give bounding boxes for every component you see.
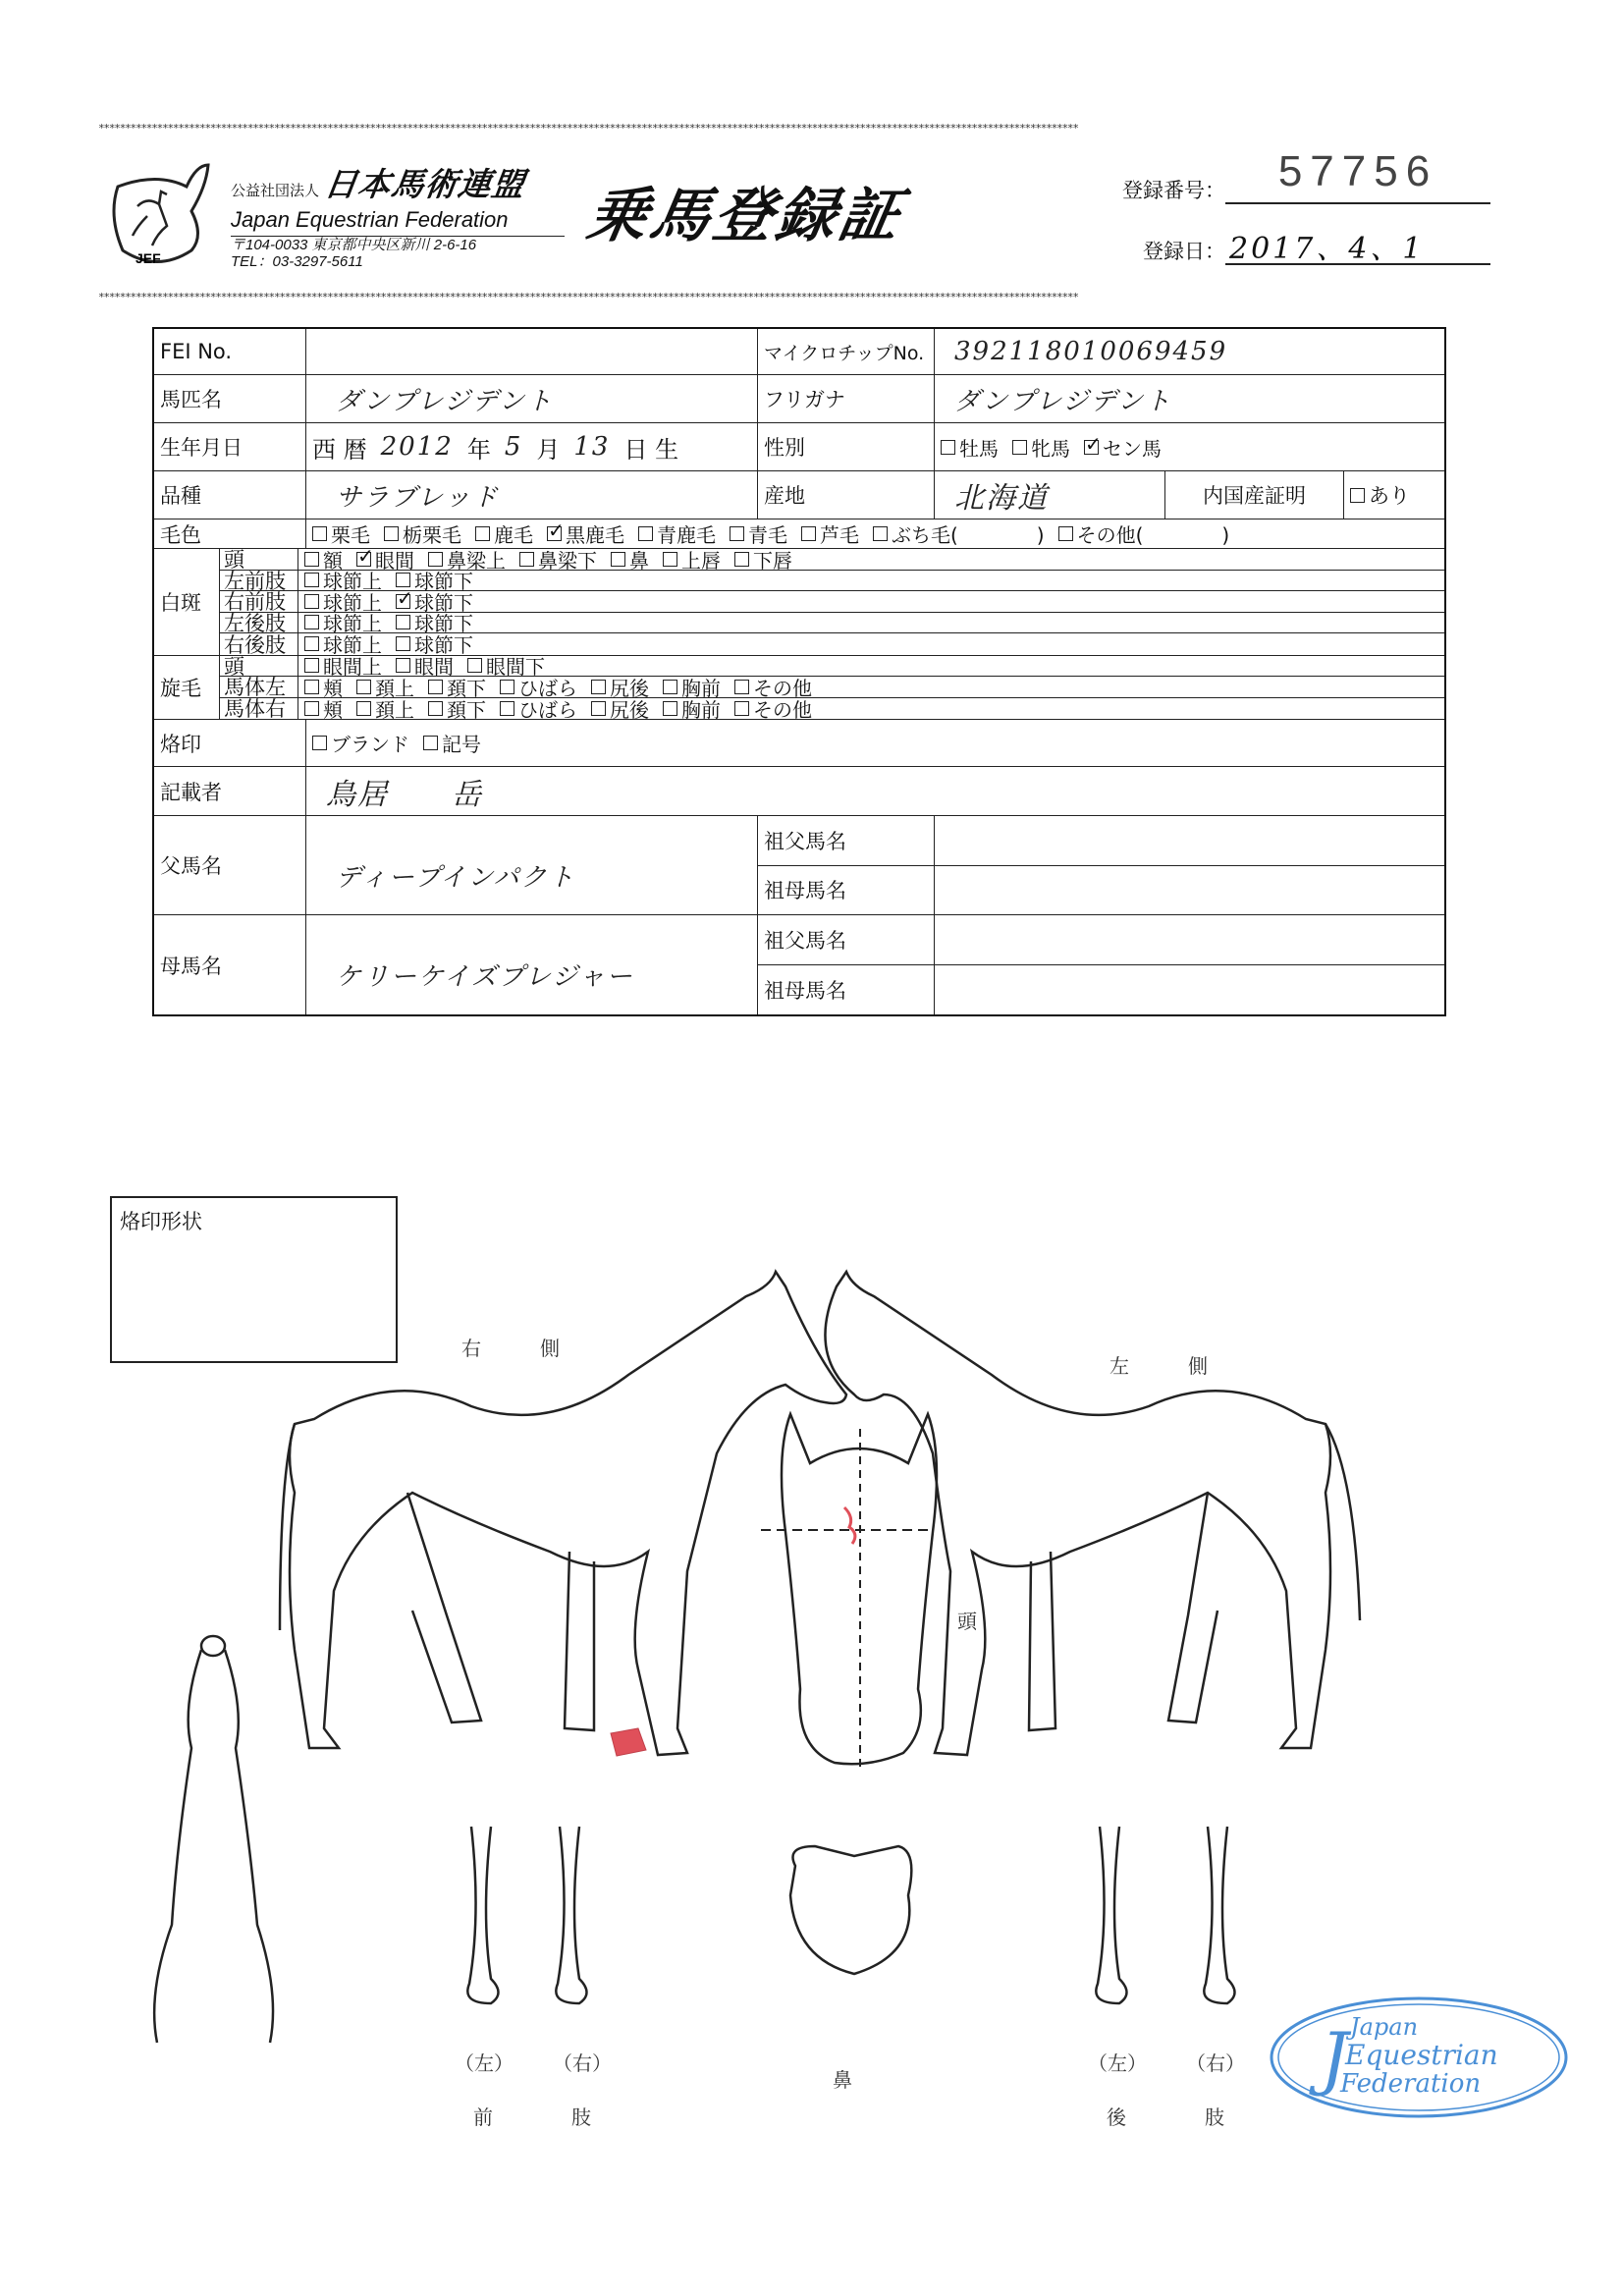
hindleg-caption-1: 後 (1107, 2105, 1126, 2129)
option-label: その他 (753, 676, 812, 700)
option-label: その他( ) (1076, 523, 1230, 547)
option-label: 眼間 (414, 655, 454, 680)
checkbox-icon (591, 701, 606, 716)
option-label: 鼻梁下 (538, 548, 597, 573)
foreleg-caption-2: 肢 (571, 2105, 591, 2129)
origin-label: 産地 (758, 471, 935, 519)
option-1[interactable] (423, 729, 481, 757)
hindlegs-icon (1096, 1827, 1234, 2003)
option-label: ひばら (518, 697, 577, 722)
sire-grandsire-label: 祖父馬名 (758, 816, 935, 865)
whorls-rows (220, 656, 1444, 720)
option-label: 胸前 (681, 697, 721, 722)
birth-year: 2012 (380, 432, 454, 462)
org-tel: TEL：03-3297-5611 (231, 253, 363, 270)
breed-label: 品種 (154, 471, 306, 519)
dam-grandsire-label: 祖父馬名 (758, 915, 935, 964)
option-label: 鹿毛 (494, 523, 533, 547)
option-label: 頚下 (447, 697, 486, 722)
checkbox-icon (396, 658, 410, 673)
option-label: 上唇 (681, 548, 721, 573)
organization-block (231, 159, 565, 270)
checkbox-icon (428, 701, 443, 716)
option-label: 眼間 (375, 548, 414, 573)
checkbox-icon (356, 701, 371, 716)
checkbox-icon (611, 552, 625, 567)
option-8[interactable] (1058, 519, 1230, 548)
logo-text: JEF (135, 250, 161, 266)
option-4[interactable] (611, 545, 649, 574)
option-label: 栃栗毛 (403, 523, 461, 547)
option-0[interactable] (304, 694, 343, 723)
markings-label: 白斑 (154, 549, 220, 655)
checked-checkbox-icon (547, 526, 562, 541)
horse-name-value[interactable]: ダンプレジデント (306, 375, 758, 422)
hindleg-caption-2: 肢 (1205, 2105, 1224, 2129)
checkbox-icon (1012, 440, 1027, 455)
option-label: 鼻 (629, 548, 649, 573)
foreleg-right-label: （右） (553, 2051, 612, 2075)
hindleg-left-label: （左） (1088, 2051, 1147, 2075)
org-name: 日本馬術連盟 (321, 165, 528, 203)
option-label: 額 (323, 548, 343, 573)
checkbox-icon (304, 701, 319, 716)
left-side-label: 左 側 (1109, 1354, 1208, 1378)
option-label: 青毛 (748, 523, 787, 547)
birth-era: 西 暦 (312, 435, 367, 464)
head-front-icon (761, 1414, 937, 1768)
option-label: セン馬 (1103, 436, 1162, 461)
foreleg-left-label: （左） (455, 2051, 514, 2075)
sire-grandsire-value[interactable] (935, 816, 1444, 865)
checkbox-icon (304, 615, 319, 629)
option-6[interactable] (734, 545, 792, 574)
domestic-cert-label: 内国産証明 (1165, 471, 1344, 519)
registration-date-label: 登録日： (1143, 240, 1225, 263)
org-name-en: Japan Equestrian Federation (231, 207, 565, 237)
birth-month: 5 (504, 432, 523, 462)
checkbox-icon (475, 526, 490, 541)
svg-text:Federation: Federation (1340, 2069, 1482, 2099)
brand-options (306, 720, 1444, 766)
part-label: 右後肢 (220, 633, 298, 655)
sire-granddam-label: 祖母馬名 (758, 866, 935, 915)
sire-label: 父馬名 (154, 816, 306, 914)
option-label: 球節下 (414, 570, 473, 594)
option-2[interactable] (1084, 433, 1162, 462)
checkbox-icon (500, 701, 514, 716)
checkbox-icon (423, 736, 438, 750)
part-label: 馬体右 (220, 698, 298, 720)
birth-year-unit: 年 (466, 435, 491, 464)
part-options (298, 698, 1444, 720)
part-label: 左前肢 (220, 571, 298, 591)
option-label: その他 (753, 697, 812, 722)
document-title: 乗馬登録証 (581, 182, 909, 250)
checkbox-icon (304, 573, 319, 587)
registration-number-label: 登録番号： (1122, 179, 1225, 202)
checkbox-icon (663, 680, 677, 694)
checkbox-icon (734, 701, 749, 716)
fei-no-value[interactable] (306, 329, 758, 374)
checkbox-icon (356, 680, 371, 694)
checkbox-icon (396, 615, 410, 629)
part-label: 頭 (220, 656, 298, 677)
left-side-horse-icon (825, 1272, 1360, 1755)
option-label: 芦毛 (820, 523, 859, 547)
breed-value[interactable]: サラブレッド (306, 471, 758, 519)
registration-form (152, 327, 1446, 1016)
foreleg-caption-1: 前 (473, 2105, 493, 2129)
recorder-value[interactable]: 鳥居 岳 (326, 777, 483, 812)
brand-shape-box[interactable] (110, 1196, 398, 1363)
forelegs-icon (467, 1827, 586, 2003)
whorls-label: 旋毛 (154, 656, 220, 720)
option-0[interactable] (312, 729, 409, 757)
option-label: 球節下 (414, 633, 473, 658)
divider-bottom: **************************************************************************************************************************************************************************************** (98, 291, 1078, 303)
registration-date-row (1108, 224, 1490, 265)
checkbox-icon (304, 552, 319, 567)
option-3[interactable] (500, 694, 577, 723)
option-label: 記号 (442, 733, 481, 756)
option-label: 青鹿毛 (657, 523, 716, 547)
option-label: 牡馬 (959, 436, 999, 461)
nose-icon (790, 1846, 911, 1974)
option-7[interactable] (873, 519, 1045, 548)
group-row (220, 698, 1444, 720)
recorder-label: 記載者 (154, 767, 306, 815)
option-label: ブランド (331, 733, 409, 756)
checkbox-icon (396, 636, 410, 651)
nose-label: 鼻 (833, 2068, 852, 2092)
checkbox-icon (312, 526, 327, 541)
furigana-label: フリガナ (758, 375, 935, 422)
part-label: 右前肢 (220, 591, 298, 612)
domestic-cert-option: あり (1369, 484, 1410, 508)
option-6[interactable] (734, 694, 812, 723)
dam-grandsire-value[interactable] (935, 915, 1444, 964)
svg-text:J: J (1321, 2018, 1349, 2099)
option-label: 牝馬 (1031, 436, 1070, 461)
checked-checkbox-icon (1084, 440, 1099, 455)
option-label: ぶち毛( ) (892, 523, 1045, 547)
option-label: 眼間上 (323, 655, 382, 680)
dam-granddam-value[interactable] (935, 965, 1444, 1014)
checkbox-icon (663, 552, 677, 567)
checkbox-icon (304, 636, 319, 651)
option-label: 頚上 (375, 676, 414, 700)
microchip-value[interactable]: 392118010069459 (954, 337, 1228, 366)
jef-logo-icon (98, 157, 216, 275)
hindleg-right-label: （右） (1186, 2051, 1245, 2075)
fei-no-label: FEI No. (154, 329, 306, 374)
option-5[interactable] (663, 545, 721, 574)
checkbox-icon (384, 526, 399, 541)
checkbox-icon (1058, 526, 1073, 541)
checkbox-icon (638, 526, 653, 541)
dam-value[interactable]: ケリーケイズプレジャー (306, 915, 758, 1014)
option-3[interactable] (547, 519, 624, 548)
option-6[interactable] (801, 519, 859, 548)
option-2[interactable] (475, 519, 533, 548)
option-1[interactable] (384, 519, 461, 548)
sex-label: 性別 (758, 423, 935, 470)
sire-granddam-value[interactable] (935, 866, 1444, 915)
dam-label: 母馬名 (154, 915, 306, 1014)
brand-shape-label: 烙印形状 (120, 1210, 202, 1233)
option-4[interactable] (591, 694, 649, 723)
option-label: 尻後 (610, 676, 649, 700)
option-label: 鼻梁上 (447, 548, 506, 573)
option-label: 胸前 (681, 676, 721, 700)
birthdate-field[interactable] (306, 423, 758, 470)
checkbox-icon (304, 594, 319, 609)
checked-checkbox-icon (396, 594, 410, 609)
option-label: 球節上 (323, 612, 382, 636)
dam-granddam-label: 祖母馬名 (758, 965, 935, 1014)
origin-value[interactable]: 北海道 (935, 471, 1165, 519)
checkbox-icon (663, 701, 677, 716)
option-label: 球節下 (414, 612, 473, 636)
checkbox-icon (428, 680, 443, 694)
option-5[interactable] (663, 694, 721, 723)
option-1[interactable] (356, 694, 414, 723)
checkbox-icon (941, 440, 955, 455)
checkbox-icon (591, 680, 606, 694)
head-label: 頭 (957, 1610, 977, 1633)
org-prefix: 公益社団法人 (231, 182, 320, 199)
checkbox-icon (801, 526, 816, 541)
group-row (220, 591, 1444, 613)
sex-options (935, 423, 1444, 470)
birth-day: 13 (573, 432, 611, 462)
part-label: 左後肢 (220, 613, 298, 633)
jef-stamp-icon (1267, 1994, 1571, 2121)
red-marking-hoof-icon (611, 1728, 646, 1756)
checkbox-icon (873, 526, 888, 541)
registration-number-value: 57756 (1225, 147, 1490, 204)
checkbox-icon (500, 680, 514, 694)
microchip-label: マイクロチップNo. (758, 329, 935, 374)
checkbox-icon (428, 552, 443, 567)
top-view-horse-icon (154, 1636, 273, 2043)
sire-value[interactable]: ディープインパクト (306, 816, 758, 914)
registration-number-row (1108, 147, 1490, 204)
checkbox-icon (467, 658, 482, 673)
option-label: 頬 (323, 676, 343, 700)
checkbox-icon (734, 552, 749, 567)
option-label: 頚上 (375, 697, 414, 722)
option-label: 頚下 (447, 676, 486, 700)
checkbox-icon (730, 526, 744, 541)
part-label: 馬体左 (220, 677, 298, 697)
birthdate-label: 生年月日 (154, 423, 306, 470)
part-options (298, 655, 1444, 680)
option-3[interactable] (519, 545, 597, 574)
checkbox-icon (304, 680, 319, 694)
option-label: 栗毛 (331, 523, 370, 547)
checkbox-icon (1350, 488, 1365, 503)
svg-text:Equestrian: Equestrian (1345, 2039, 1498, 2071)
option-4[interactable] (638, 519, 716, 548)
registration-date-value: 2017、4、1 (1225, 224, 1490, 265)
org-address: 〒104-0033 東京都中央区新川 2-6-16 (231, 237, 477, 253)
furigana-value[interactable]: ダンプレジデント (954, 386, 1173, 416)
coat-options (306, 519, 1444, 548)
option-label: 球節上 (323, 590, 382, 615)
markings-rows (220, 548, 1444, 658)
checkbox-icon (312, 736, 327, 750)
right-side-label: 右 側 (461, 1337, 560, 1360)
option-5[interactable] (730, 519, 787, 548)
option-label: 球節上 (323, 570, 382, 594)
birth-day-unit: 日 生 (623, 435, 679, 464)
checked-checkbox-icon (356, 552, 371, 567)
option-label: 尻後 (610, 697, 649, 722)
option-label: 球節下 (414, 590, 473, 615)
coat-label: 毛色 (154, 519, 306, 548)
option-0[interactable] (941, 433, 999, 462)
brand-label: 烙印 (154, 720, 306, 766)
horse-name-label: 馬匹名 (154, 375, 306, 422)
checkbox-icon (304, 658, 319, 673)
option-label: 球節上 (323, 633, 382, 658)
option-label: 頬 (323, 697, 343, 722)
markings-group (154, 549, 1444, 656)
whorls-group (154, 656, 1444, 721)
checkbox-icon (519, 552, 534, 567)
domestic-cert-checkbox[interactable] (1344, 471, 1444, 519)
birth-month-unit: 月 (536, 435, 561, 464)
option-1[interactable] (1012, 433, 1070, 462)
option-label: ひばら (518, 676, 577, 700)
option-label: 黒鹿毛 (566, 523, 624, 547)
checkbox-icon (734, 680, 749, 694)
part-label: 頭 (220, 549, 298, 570)
option-label: 下唇 (753, 548, 792, 573)
option-label: 眼間下 (486, 655, 545, 680)
divider-top: **************************************************************************************************************************************************************************************** (98, 122, 1078, 135)
option-2[interactable] (428, 694, 486, 723)
svg-text:Japan: Japan (1350, 2013, 1419, 2041)
